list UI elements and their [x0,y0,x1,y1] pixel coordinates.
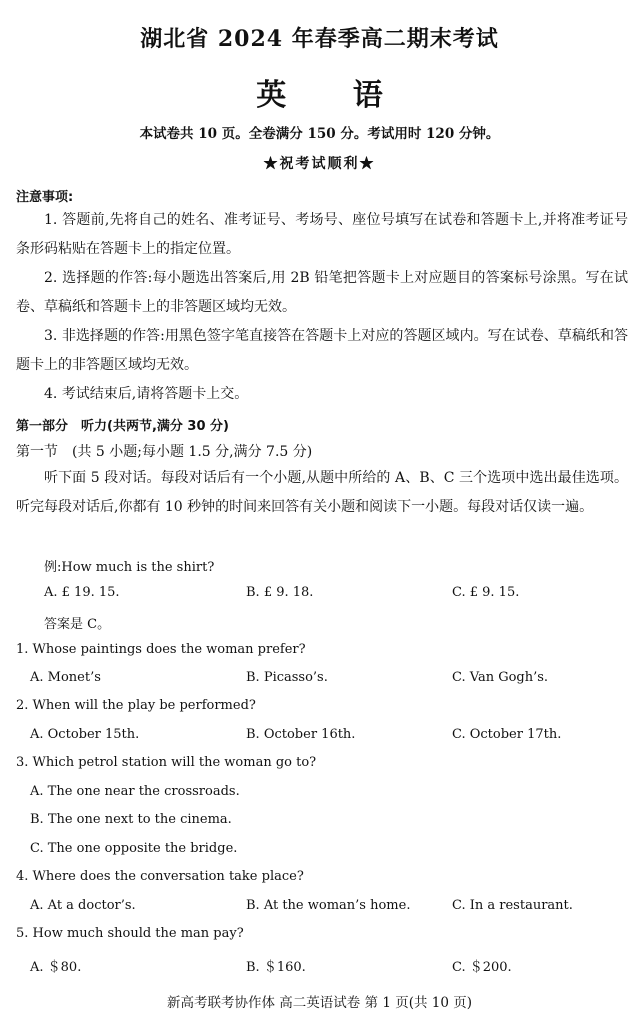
example-answer: 答案是 C。 [44,617,111,632]
q4-option-c: C. In a restaurant. [452,898,573,913]
q5-option-c: C. ＄200. [452,960,512,975]
good-luck-banner: ★祝考试顺利★ [263,156,376,172]
page-footer: 新高考联考协作体 高二英语试卷 第 1 页(共 10 页) [166,995,473,1011]
q3-option-b: B. The one next to the cinema. [30,812,232,827]
q3-option-a: A. The one near the crossroads. [30,784,240,799]
example-question: 例:How much is the shirt? [44,560,215,575]
listening-instructions: 听下面 5 段对话。每段对话后有一个小题,从题中所给的 A、B、C 三个选项中选出最佳选项。听完每段对话后,你都有 10 秒钟的时间来回答有关小题和阅读下一小题。每段对话仅读一遍。 [16,470,628,515]
note-item-3: 3. 非选择题的作答:用黑色签字笔直接答在答题卡上对应的答题区域内。写在试卷、草稿纸和答题卡上的非答题区域均无效。 [16,328,628,373]
q2-option-b: B. October 16th. [246,727,356,742]
notes-heading: 注意事项: [16,190,74,205]
part1-heading: 第一部分 听力(共两节,满分 30 分) [16,419,229,434]
q2-option-c: C. October 17th. [452,727,562,742]
q1-option-a: A. Monet’s [30,670,101,685]
q5-option-a: A. ＄80. [30,960,82,975]
q3-option-c: C. The one opposite the bridge. [30,841,238,856]
question-5: 5. How much should the man pay? [16,926,244,941]
note-item-1: 1. 答题前,先将自己的姓名、准考证号、考场号、座位号填写在试卷和答题卡上,并将准考证号条形码粘贴在答题卡上的指定位置。 [16,212,628,257]
exam-title: 湖北省 2024 年春季高二期末考试 [140,26,499,52]
q2-option-a: A. October 15th. [30,727,140,742]
subject-title: 英 语 [256,78,411,113]
question-1: 1. Whose paintings does the woman prefer? [16,642,306,657]
example-option-b: B. £ 9. 18. [246,585,314,600]
q4-option-b: B. At the woman’s home. [246,898,411,913]
note-item-2: 2. 选择题的作答:每小题选出答案后,用 2B 铅笔把答题卡上对应题目的答案标号涂黑。写在试卷、草稿纸和答题卡上的非答题区域均无效。 [16,270,628,315]
q5-option-b: B. ＄160. [246,960,306,975]
exam-info: 本试卷共 10 页。全卷满分 150 分。考试用时 120 分钟。 [139,126,500,142]
example-option-c: C. £ 9. 15. [452,585,520,600]
q1-option-b: B. Picasso’s. [246,670,328,685]
section1-heading: 第一节 (共 5 小题;每小题 1.5 分,满分 7.5 分) [16,444,313,460]
q4-option-a: A. At a doctor’s. [30,898,136,913]
example-option-a: A. £ 19. 15. [44,585,120,600]
question-2: 2. When will the play be performed? [16,698,256,713]
q1-option-c: C. Van Gogh’s. [452,670,549,685]
note-item-4: 4. 考试结束后,请将答题卡上交。 [44,386,249,402]
question-3: 3. Which petrol station will the woman go to? [16,755,317,770]
question-4: 4. Where does the conversation take place? [16,869,304,884]
